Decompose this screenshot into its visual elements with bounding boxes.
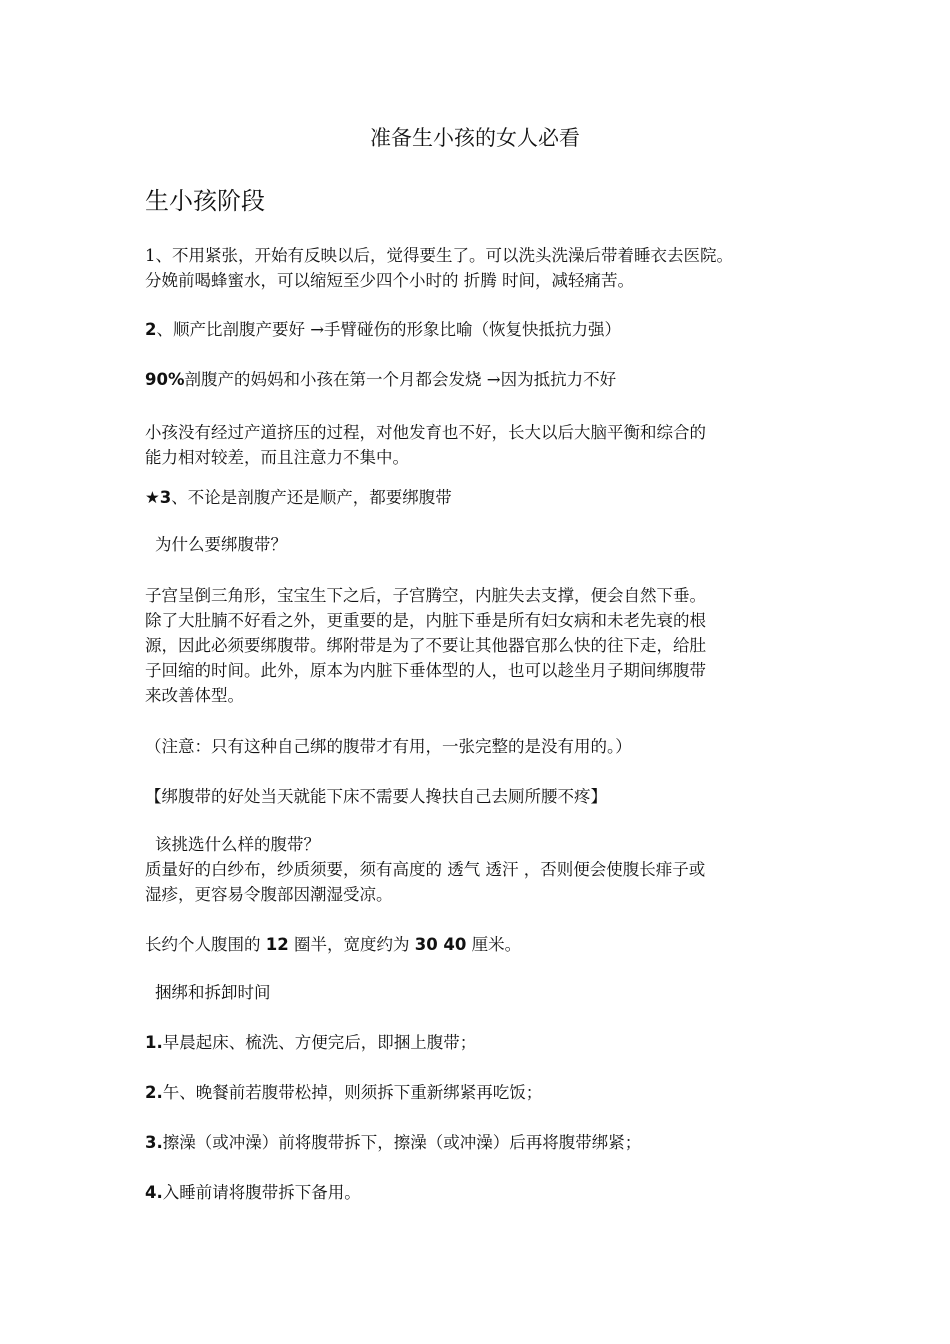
paragraph-5: ★3、不论是剖腹产还是顺产，都要绑腹带 <box>145 488 452 507</box>
paragraph-6: 子宫呈倒三角形，宝宝生下之后，子宫腾空，内脏失去支撑，便会自然下垂。 除了大肚腩不好看之外，更重要的是，内脏下垂是所有妇女病和未老先衰的根 源，因此必须要绑腹带。绑附带是为了不要让其他器官那么快的往下走，给肚 子回缩的时间。此外，原本为内脏下垂体型的人，也可以趁坐月子期间绑腹带 来改善体型。 <box>145 586 706 705</box>
step-2: 2.午、晚餐前若腹带松掉，则须拆下重新绑紧再吃饭； <box>145 1083 543 1102</box>
step-4: 4.入睡前请将腹带拆下备用。 <box>145 1183 361 1202</box>
paragraph-1: 1、不用紧张，开始有反映以后，觉得要生了。可以洗头洗澡后带着睡衣去医院。 分娩前喝蜂蜜水，可以缩短至少四个小时的 折腾 时间，减轻痛苦。 <box>145 246 733 290</box>
note: （注意：只有这种自己绑的腹带才有用，一张完整的是没有用的。） <box>145 737 632 756</box>
paragraph-3: 90%剖腹产的妈妈和小孩在第一个月都会发烧 →因为抵抗力不好 <box>145 370 617 389</box>
paragraph-2: 2、顺产比剖腹产要好 →手臂碰伤的形象比喻（恢复快抵抗力强） <box>145 320 622 339</box>
step-1: 1.早晨起床、梳洗、方便完后，即捆上腹带； <box>145 1033 477 1052</box>
paragraph-4: 小孩没有经过产道挤压的过程，对他发育也不好，长大以后大脑平衡和综合的 能力相对较差，而且注意力不集中。 <box>145 423 706 467</box>
section-heading: 生小孩阶段 <box>145 187 265 215</box>
question-choose-binder: 该挑选什么样的腹带？ <box>155 835 320 854</box>
paragraph-8: 长约个人腹围的 12 圈半，宽度约为 30 40 厘米。 <box>145 935 522 954</box>
question-timing: 捆绑和拆卸时间 <box>155 983 271 1002</box>
step-3: 3.擦澡（或冲澡）前将腹带拆下，擦澡（或冲澡）后再将腹带绑紧； <box>145 1133 642 1152</box>
page-title: 准备生小孩的女人必看 <box>370 126 580 150</box>
benefit-statement: 【绑腹带的好处当天就能下床不需要人搀扶自己去厕所腰不疼】 <box>145 787 607 806</box>
paragraph-7: 质量好的白纱布，纱质须要，须有高度的 透气 透汗 ，否则便会使腹长痱子或 湿疹，更容易令腹部因潮湿受凉。 <box>145 860 706 904</box>
question-why-binder: 为什么要绑腹带？ <box>155 535 287 554</box>
